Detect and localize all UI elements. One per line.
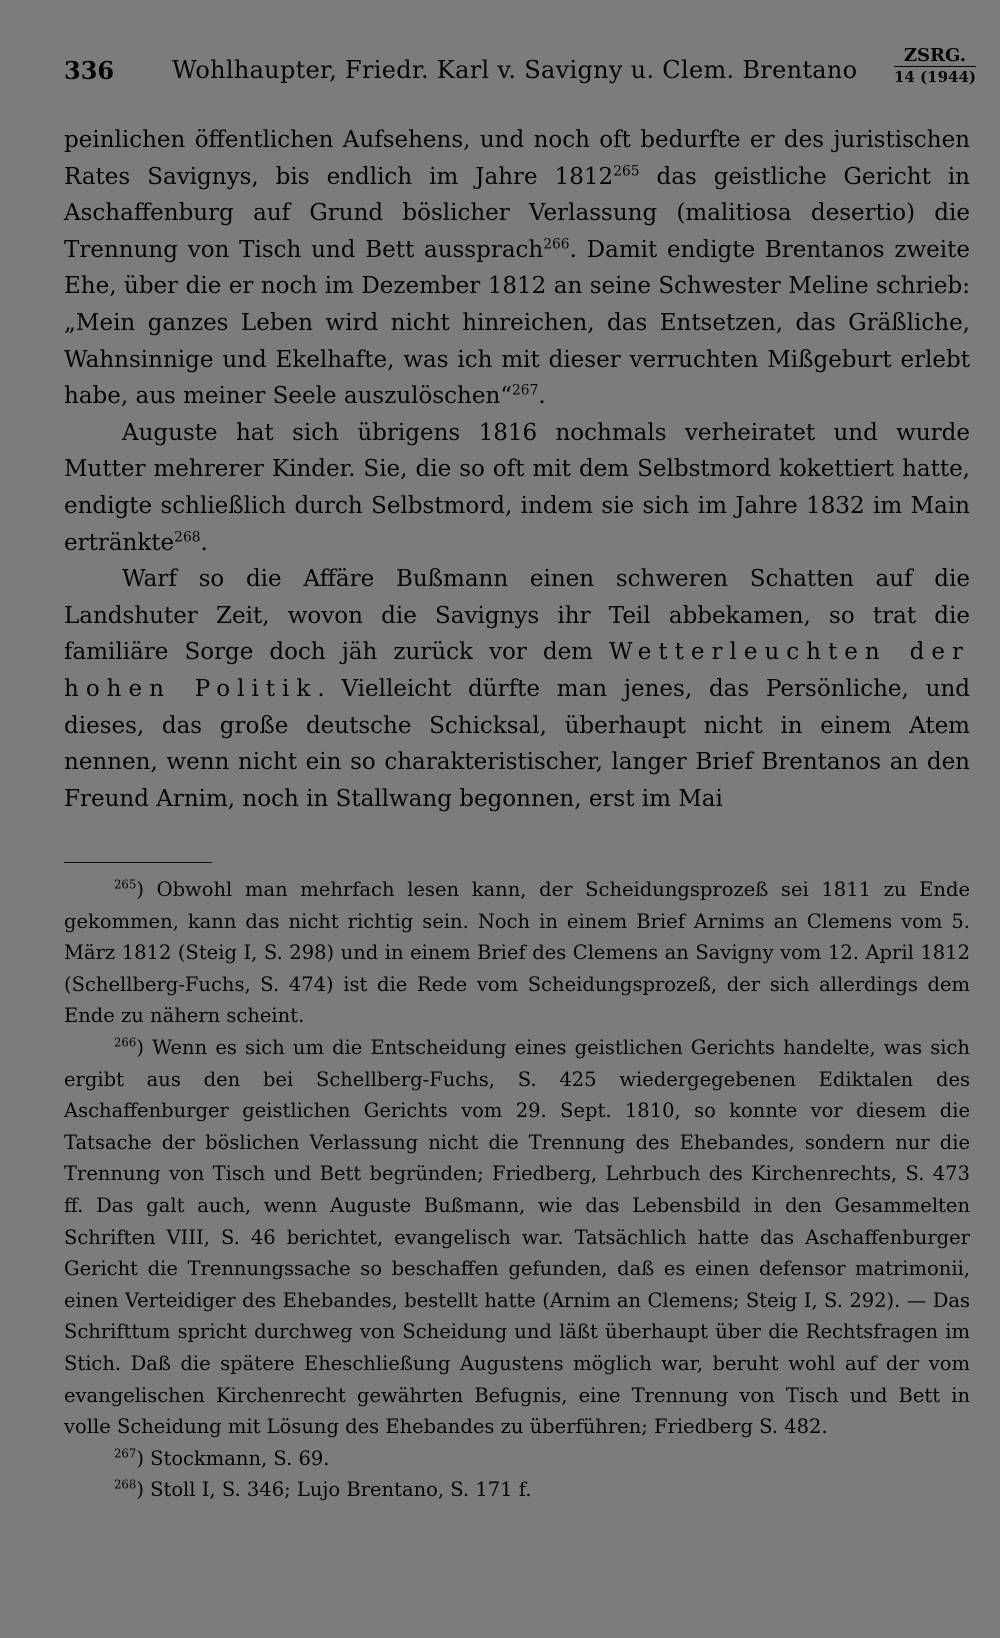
footnote-ref: 266	[543, 236, 570, 253]
page-number: 336	[64, 56, 115, 85]
footnote-number: 267	[114, 1446, 137, 1461]
footnote: $^{266}$) Wenn es sich um die Entscheidung eines geistlichen Gerichts handelte, was sich ergibt aus den bei Schellberg-Fuchs, S. 425 wiedergegebenen Ediktalen des Aschaffenburger geistlichen Gerichts vom 29. Sept. 1810, so konnte vor diesem die Tatsache der böslichen Verlassung nicht die Trennung des Ehebandes, sondern nur die Trennung von Tisch und Bett begründen; Friedberg, Lehrbuch des Kirchenrechts, S. 473 ff. Das galt auch, wenn Auguste Bußmann, wie das Lebensbild in den Gesammelten Schriften VIII, S. 46 berichtet, evangelisch war. Tatsächlich hatte das Aschaffenburger Gericht die Trennungssache so beschaffen gefunden, daß es einen defensor matrimonii, einen Verteidiger des Ehebandes, bestellt hatte (Arnim an Clemens; Steig I, S. 292). — Das Schrifttum spricht durchweg von Scheidung und läßt überhaupt über die Rechtsfragen im Stich. Daß die spätere Eheschließung Augustens möglich war, beruht wohl auf der vom evangelischen Kirchenrecht gewährten Befugnis, eine Trennung von Tisch und Bett in volle Scheidung mit Lösung des Ehebandes zu überführen; Friedberg S. 482.	[64, 1035, 970, 1439]
main-text	[64, 122, 970, 817]
footnote: $^{267}$) Stockmann, S. 69.	[114, 1446, 330, 1470]
footnote-number: 268	[114, 1477, 137, 1492]
footnote-ref: 265	[613, 162, 640, 179]
spaced-emphasis: Wetterleuchten der hohen Politik	[64, 639, 970, 702]
journal-abbreviation: ZSRG.	[894, 46, 976, 67]
footnotes	[64, 874, 970, 1506]
page-header	[64, 45, 984, 116]
footnote: $^{265}$) Obwohl man mehrfach lesen kann, der Scheidungsprozeß sei 1811 zu Ende gekommen, kann das nicht richtig sein. Noch in einem Brief Arnims an Clemens vom 5. März 1812 (Steig I, S. 298) und in einem Brief des Clemens an Savigny vom 12. April 1812 (Schellberg-Fuchs, S. 474) ist die Rede vom Scheidungsprozeß, der sich allerdings dem Ende zu nähern scheint.	[64, 877, 970, 1028]
paragraph: Auguste hat sich übrigens 1816 nochmals verheiratet und wurde Mutter mehrerer Kinder. Sie, die so oft mit dem Selbstmord kokettiert hatte, endigte schließlich durch Selbstmord, indem sie sich im Jahre 1832 im Main ertränkte$^{268}$.	[64, 419, 970, 556]
running-title: Wohlhaupter, Friedr. Karl v. Savigny u. Clem. Brentano	[172, 56, 858, 84]
footnote-separator	[64, 862, 212, 863]
footnote-ref: 267	[512, 382, 539, 399]
footnote-ref: 268	[174, 528, 201, 545]
footnote-number: 265	[114, 877, 137, 892]
footnote-number: 266	[114, 1035, 137, 1050]
footnote: $^{268}$) Stoll I, S. 346; Lujo Brentano, S. 171 f.	[114, 1477, 532, 1502]
paragraph: peinlichen öffentlichen Aufsehens, und noch oft bedurfte er des juristischen Rates Savignys, bis endlich im Jahre 1812$^{265}$ das geistliche Gericht in Aschaffenburg auf Grund böslicher Verlassung (malitiosa desertio) die Trennung von Tisch und Bett aussprach$^{266}$. Damit endigte Brentanos zweite Ehe, über die er noch im Dezember 1812 an seine Schwester Meline schrieb: „Mein ganzes Leben wird nicht hinreichen, das Entsetzen, das Gräßliche, Wahnsinnige und Ekelhafte, was ich mit dieser verruchten Mißgeburt erlebt habe, aus meiner Seele auszulöschen“$^{267}$.	[64, 127, 971, 410]
journal-reference	[894, 46, 976, 87]
paragraph: Warf so die Affäre Bußmann einen schweren Schatten auf die Landshuter Zeit, wovon die Savignys ihr Teil abbekamen, so trat die familiäre Sorge doch jäh zurück vor dem Wetterleuchten der hohen Politik. Vielleicht dürfte man jenes, das Persönliche, und dieses, das große deutsche Schicksal, überhaupt nicht in einem Atem nennen, wenn nicht ein so charakteristischer, langer Brief Brentanos an den Freund Arnim, noch in Stallwang begonnen, erst im Mai	[64, 566, 970, 812]
journal-volume: 14 (1944)	[893, 68, 976, 86]
